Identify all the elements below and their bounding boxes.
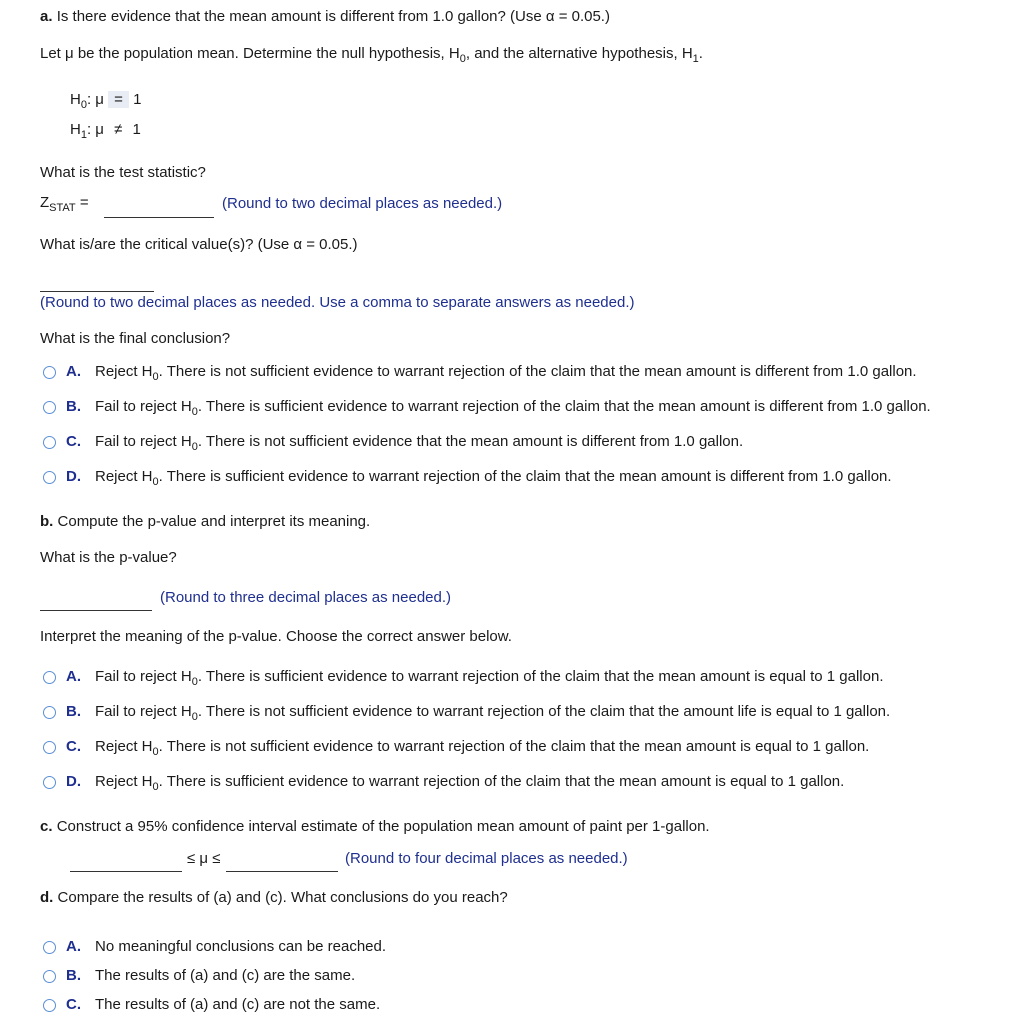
option-text: Fail to reject $H_0$. There is not sufficient evidence to warrant rejection of the claim that the amount life is equal to 1 gallon.	[95, 703, 891, 723]
test-statistic-question: What is the test statistic?	[40, 164, 206, 181]
radio-icon[interactable]	[43, 471, 56, 484]
alternative-hypothesis-operator[interactable]: ≠	[114, 121, 123, 138]
radio-icon[interactable]	[43, 941, 56, 954]
radio-icon[interactable]	[43, 741, 56, 754]
option-text: Fail to reject $H_0$. There is sufficient evidence to warrant rejection of the claim that the mean amount is equal to 1 gallon.	[95, 668, 884, 688]
radio-icon[interactable]	[43, 706, 56, 719]
option-text: The results of (a) and (c) are the same.	[95, 967, 356, 984]
ci-upper-input[interactable]	[226, 870, 338, 872]
option-text: Reject $H_0$. There is sufficient evidence to warrant rejection of the claim that the mean amount is different from 1.0 gallon.	[95, 468, 892, 488]
radio-icon[interactable]	[43, 999, 56, 1012]
radio-icon[interactable]	[43, 776, 56, 789]
radio-icon[interactable]	[43, 401, 56, 414]
option-text: The results of (a) and (c) are not the same.	[95, 996, 381, 1013]
radio-icon[interactable]	[43, 970, 56, 983]
null-hypothesis-operator[interactable]: =	[108, 91, 129, 108]
alternative-hypothesis: $H_1$: μ ≠ 1	[70, 121, 141, 141]
ci-hint: (Round to four decimal places as needed.)	[345, 850, 628, 867]
radio-icon[interactable]	[43, 366, 56, 379]
option-text: No meaningful conclusions can be reached.	[95, 938, 387, 955]
radio-icon[interactable]	[43, 671, 56, 684]
part-a-heading: a. Is there evidence that the mean amount is different from 1.0 gallon? (Use α = 0.05.)	[40, 8, 610, 25]
zstat-input[interactable]	[104, 216, 214, 218]
ci-lower-input[interactable]	[70, 870, 182, 872]
zstat-label: $Z_{STAT}$ =	[40, 194, 89, 214]
ci-middle: ≤ μ ≤	[187, 850, 221, 867]
interpret-question: Interpret the meaning of the p-value. Choose the correct answer below.	[40, 628, 512, 645]
part-d-heading: d. Compare the results of (a) and (c). What conclusions do you reach?	[40, 889, 508, 906]
pvalue-hint: (Round to three decimal places as needed.)	[160, 589, 452, 606]
part-c-heading: c. Construct a 95% confidence interval estimate of the population mean amount of paint per 1-gallon.	[40, 818, 710, 835]
option-text: Reject $H_0$. There is not sufficient evidence to warrant rejection of the claim that the mean amount is equal to 1 gallon.	[95, 738, 870, 758]
option-text: Fail to reject $H_0$. There is sufficient evidence to warrant rejection of the claim that the mean amount is different from 1.0 gallon.	[95, 398, 931, 418]
zstat-hint: (Round to two decimal places as needed.)	[222, 195, 503, 212]
radio-icon[interactable]	[43, 436, 56, 449]
part-b-heading: b. Compute the p-value and interpret its meaning.	[40, 513, 371, 530]
hypothesis-instruction: Let μ be the population mean. Determine the null hypothesis, $H_0$, and the alternative hypothesis, $H_1$.	[40, 45, 703, 65]
null-hypothesis: $H_0$: μ = 1	[70, 91, 142, 111]
conclusion-question: What is the final conclusion?	[40, 330, 231, 347]
option-text: Reject $H_0$. There is not sufficient evidence to warrant rejection of the claim that the mean amount is different from 1.0 gallon.	[95, 363, 917, 383]
pvalue-question: What is the p-value?	[40, 549, 177, 566]
critical-value-hint: (Round to two decimal places as needed. Use a comma to separate answers as needed.)	[40, 294, 635, 311]
option-text: Fail to reject $H_0$. There is not sufficient evidence that the mean amount is different from 1.0 gallon.	[95, 433, 744, 453]
critical-value-question: What is/are the critical value(s)? (Use α = 0.05.)	[40, 236, 358, 253]
option-text: Reject $H_0$. There is sufficient evidence to warrant rejection of the claim that the mean amount is equal to 1 gallon.	[95, 773, 845, 793]
pvalue-input[interactable]	[40, 609, 152, 611]
critical-value-input[interactable]	[40, 290, 154, 292]
